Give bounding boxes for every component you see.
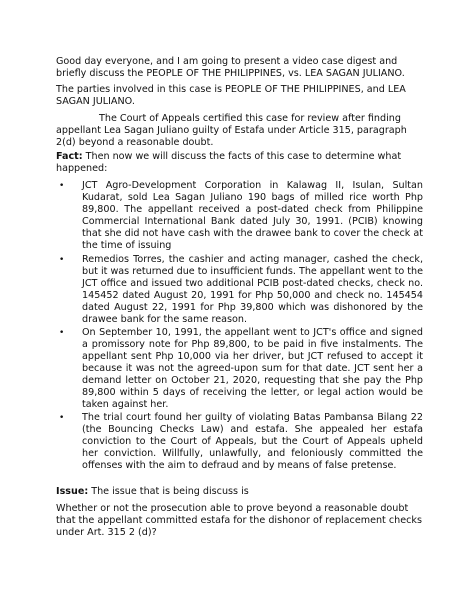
intro-paragraph: Good day everyone, and I am going to present a video case digest and briefly discuss the PEOPLE OF THE PHILIPPINES, vs. LEA SAGAN JULIANO. [56, 56, 405, 79]
bullet-icon: • [59, 255, 65, 265]
issue-label: Issue: [56, 486, 89, 497]
fact-item-1: JCT Agro-Development Corporation in Kalawag II, Isulan, Sultan Kudarat, sold Lea Sagan Juliano 190 bags of milled rice worth Php 89,800. The appellant received a post-dated check from Philippine Commercial International Bank dated July 30, 1991. (PCIB) knowing that she did not have cash with the drawee bank to cover the check at the time of issuing [82, 180, 423, 251]
issue-paragraph [56, 486, 424, 498]
fact-item-4: The trial court found her guilty of violating Batas Pambansa Bilang 22 (the Bouncing Checks Law) and estafa. She appealed her estafa conviction to the Court of Appeals, but the Court of Appeals upheld her conviction. Willfully, unlawfully, and feloniously committed the offenses with the aim to defraud and by means of false pretense. [82, 412, 423, 471]
bullet-icon: • [59, 181, 65, 191]
issue-intro-text: The issue that is being discuss is [88, 486, 249, 497]
bullet-icon: • [59, 413, 65, 423]
fact-label: Fact: [56, 151, 83, 162]
parties-paragraph: The parties involved in this case is PEOPLE OF THE PHILIPPINES, and LEA SAGAN JULIANO. [56, 84, 406, 107]
issue-question: Whether or not the prosecution able to prove beyond a reasonable doubt that the appellant committed estafa for the dishonor of replacement checks under Art. 315 2 (d)? [56, 503, 422, 538]
fact-intro-text: Then now we will discuss the facts of this case to determine what happened: [56, 151, 402, 174]
fact-item-2: Remedios Torres, the cashier and acting manager, cashed the check, but it was returned due to insufficient funds. The appellant went to the JCT office and issued two additional PCIB post-dated checks, check no. 145452 dated August 20, 1991 for Php 50,000 and check no. 145454 dated August 22, 1991 for Php 39,800 which was dishonored by the drawee bank for the same reason. [82, 254, 423, 325]
court-of-appeals-paragraph: The Court of Appeals certified this case for review after finding appellant Lea Sagan Juliano guilty of Estafa under Article 315, paragraph 2(d) beyond a reasonable doubt. [56, 113, 407, 148]
fact-paragraph [56, 151, 424, 175]
bullet-icon: • [59, 328, 65, 338]
fact-item-3: On September 10, 1991, the appellant went to JCT's office and signed a promissory note for Php 89,800, to be paid in five instalments. The appellant sent Php 10,000 via her driver, but JCT refused to accept it because it was not the agreed-upon sum for that date. JCT sent her a demand letter on October 21, 2020, requesting that she pay the Php 89,800 within 5 days of receiving the letter, or legal action would be taken against her. [82, 327, 423, 410]
